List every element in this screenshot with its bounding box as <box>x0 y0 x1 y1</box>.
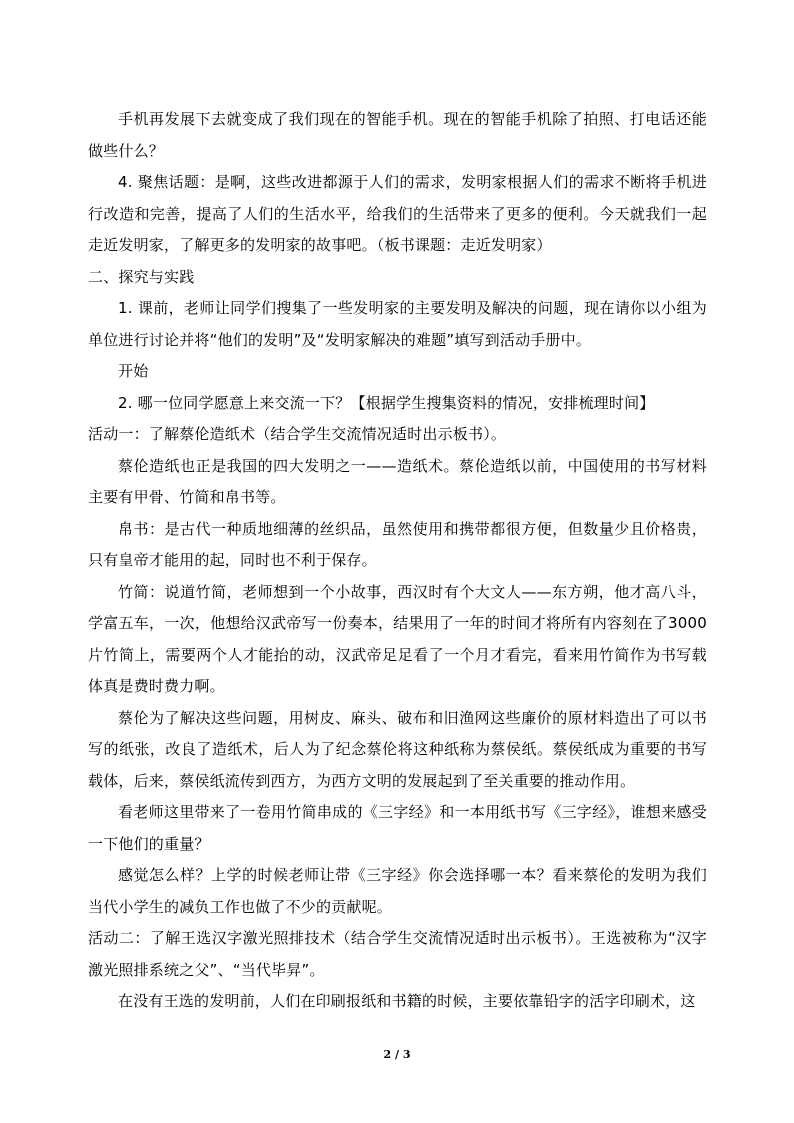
paragraph: 看老师这里带来了一卷用竹简串成的《三字经》和一本用纸书写《三字经》，谁想来感受一下他们的重量？ <box>88 803 707 853</box>
section-heading: 二、探究与实践 <box>88 267 195 286</box>
paragraph: 开始 <box>118 362 149 380</box>
activity-heading: 活动二：了解王选汉字激光照排技术（结合学生交流情况适时出示板书）。王选被称为“汉字激光照排系统之父”、“当代毕昇”。 <box>88 929 707 979</box>
paragraph: 感觉怎么样？上学的时候老师让带《三字经》你会选择哪一本？看来蔡伦的发明为我们当代小学生的减负工作也做了不少的贡献呢。 <box>88 866 707 916</box>
paragraph: 4. 聚焦话题：是啊，这些改进都源于人们的需求，发明家根据人们的需求不断将手机进行改造和完善，提高了人们的生活水平，给我们的生活带来了更多的便利。今天就我们一起走近发明家，了解更多的发明家的故事吧。（板书课题：走近发明家） <box>88 173 707 254</box>
paragraph: 在没有王选的发明前，人们在印刷报纸和书籍的时候，主要依靠铅字的活字印刷术，这 <box>118 992 696 1010</box>
activity-heading: 活动一：了解蔡伦造纸术（结合学生交流情况适时出示板书）。 <box>88 425 507 443</box>
page-number: 2 / 3 <box>383 1048 411 1061</box>
paragraph: 竹简：说道竹简，老师想到一个小故事，西汉时有个大文人——东方朔，他才高八斗，学富五车，一次，他想给汉武帝写一份奏本，结果用了一年的时间才将所有内容刻在了3000片竹简上，需要两个人才能抬的动，汉武帝足足看了一个月才看完，看来用竹简作为书写载体真是费时费力啊。 <box>88 582 707 695</box>
paragraph: 1. 课前，老师让同学们搜集了一些发明家的主要发明及解决的问题，现在请你以小组为单位进行讨论并将“他们的发明”及“发明家解决的难题”填写到活动手册中。 <box>88 299 707 349</box>
paragraph: 手机再发展下去就变成了我们现在的智能手机。现在的智能手机除了拍照、打电话还能做些什么？ <box>88 110 707 160</box>
paragraph: 2. 哪一位同学愿意上来交流一下？【根据学生搜集资料的情况，安排梳理时间】 <box>118 393 655 412</box>
paragraph: 蔡伦造纸也正是我国的四大发明之一——造纸术。蔡伦造纸以前，中国使用的书写材料主要有甲骨、竹简和帛书等。 <box>88 456 707 506</box>
paragraph: 帛书：是古代一种质地细薄的丝织品，虽然使用和携带都很方便，但数量少且价格贵，只有皇帝才能用的起，同时也不利于保存。 <box>88 519 707 569</box>
paragraph: 蔡伦为了解决这些问题，用树皮、麻头、破布和旧渔网这些廉价的原材料造出了可以书写的纸张，改良了造纸术，后人为了纪念蔡伦将这种纸称为蔡侯纸。蔡侯纸成为重要的书写载体，后来，蔡侯纸流传到西方，为西方文明的发展起到了至关重要的推动作用。 <box>88 708 707 790</box>
document-body <box>88 104 707 1018</box>
